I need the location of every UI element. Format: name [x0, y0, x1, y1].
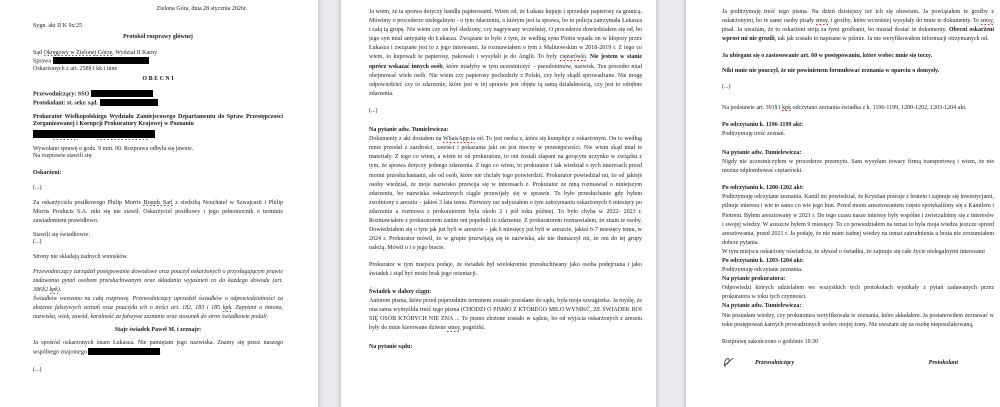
court-text-post: Wydział II Karny	[113, 49, 158, 56]
question-heading-attorney: Na pytanie adw. Tumielewicza:	[722, 149, 802, 156]
answer-paragraph	[369, 135, 642, 253]
call-line: Wywołano sprawę o godz. 9 min. 00. Rozprawa odbyła się jawnie.	[33, 145, 194, 152]
testimony-text-pre: Ja spośród oskarżonych znam Łukasza. Nie pamiętam jego nazwiska. Znamy się przez naszego wspólnego znajomego	[33, 340, 283, 356]
testimony-text: , które miałyby w tym uczestniczyć – pseudonimów, nazwisk. Ten proceder miał obejmować wiele osób. Nie wiem czy papierosy pochodziły z Polski, czy były skądś sprowadzane. Nie mogę odpowiedzieć czy to zdarzenie, które jest w tej sprawie jest objęte tą samą działalnością, czy jest to odrębne zdarzenia.	[369, 63, 642, 97]
auxiliary-prosecutor-paragraph	[33, 199, 283, 226]
testimony-text: .	[585, 54, 590, 61]
answer-text-pre: Dokumenty z akt dostałem na	[369, 136, 444, 143]
omission-mark: (...)	[722, 83, 731, 90]
confirmation-text: pisał. Ja uważam, że to oskarżeni stoją za tymi groźbami, bo musiał dostać te dokumenty.	[722, 27, 949, 34]
accused-line: Oskarżonych z art. 258§1 kk i inne	[33, 65, 118, 72]
witnesses-block	[33, 232, 283, 247]
read-testimony-paragraph	[722, 104, 994, 113]
present-heading: O B E C N I	[142, 76, 174, 83]
redaction-bar	[100, 99, 158, 106]
call-block	[33, 146, 283, 161]
after-reading-heading-2: Po odczytaniu k. 1200-1202 akt:	[722, 185, 804, 192]
after-reading-answer-3: Podtrzymuję odczytane zeznania.	[722, 267, 803, 274]
clerk-line	[33, 99, 283, 108]
omission-mark: (...)	[369, 107, 378, 114]
redaction-bar	[88, 348, 160, 355]
instruction-text-post: . Zapytani o imiona, nazwiska, wiek, zawód, karalność za fałszywe zeznanie oraz stosunek do stron świadkowie podali:	[33, 305, 283, 321]
letter-text-pre: Autorem pisma, które przed poprzednim terminem zostało przesłane do sądu, była moja szwagierka. Ja myślę, że ona sama wymyśliła treść tego pisma (CHODZI O PISMO Z KTÓREGO MILO WYNIKĆ, ZE ŚWIADEK BOI SIĘ OSÓB KTÓRYCH NIE ZNA ... To pismo złożone zostało w sądzie, bo od wyjścia oskarżonych z aresztu były do mnie kierowane dziwne	[369, 297, 642, 331]
appearance-line: Na rozprawie stawili się:	[33, 153, 93, 160]
ruling-text-pre: Przewodniczący zarządził postępowanie dowodowe oraz pouczył oskarżonych o przysługującym prawie zadawania pytań osobom przesłuchiwanym oraz składania wyjaśnień co do każdego dowodu (art. 386§2	[33, 268, 283, 293]
case-label: Sprawa	[33, 58, 53, 65]
prosecutor-note-paragraph: Prokurator w tym miejscu podaje, że świadek był wielokrotnie przesłuchiwany jako osoba podejrzana i jako świadek i stąd być może brak jego orientacji.	[369, 262, 642, 278]
presiding-judge-signature-label: Przewodniczący	[755, 359, 795, 366]
hearing-closed-line: Rozprawę zakończono o godzinie 10.30	[722, 338, 819, 345]
page-2-content	[341, 0, 656, 352]
spellcheck-word: kpk	[222, 305, 232, 312]
court-block	[33, 50, 283, 73]
page-1	[0, 0, 318, 407]
instruction-text-pre: Świadków wezwano na całą rozprawę. Przewodniczący uprzedził świadków o odpowiedzialności za złożenie fałszywych zeznań oraz pouczyła ich o treści art. 182, 183 i 185	[33, 295, 283, 312]
document-title: Protokół rozprawy głównej	[123, 33, 193, 40]
accused-statement-note: W tym miejscu oskarżony oświadcza, że słyszał o świadku, że zajmuje się całe życie nielegalnymi interesami	[722, 248, 985, 255]
court-text-pre: Sąd	[33, 49, 44, 56]
testimony-paragraph	[33, 339, 283, 358]
officials-block	[33, 90, 283, 108]
spellcheck-word: Okręgowy w Zielonej Górze,	[43, 49, 114, 56]
omission-mark: (...)	[33, 367, 42, 374]
signature-mark-icon	[722, 357, 735, 372]
omission-mark: (...)	[33, 184, 42, 191]
spellcheck-word: smsy,	[980, 18, 994, 25]
read-text-pre: Na podstawie art. 391§1	[722, 104, 783, 111]
clerk-signature-label: Protokolant	[928, 359, 958, 366]
spellcheck-word: kpk	[782, 104, 792, 111]
question-heading-prosecutor: Na pytanie prokuratora:	[722, 276, 786, 283]
after-reading-heading-3: Po odczytaniu k. 1203-1204 akt:	[722, 257, 804, 264]
attorney-answer-paragraph: Nigdy nie uczestniczyłem w procederze przemytu. Sam wysyłam towary firmą transportową i wiem, że nie można odplombować ciężarówki.	[722, 159, 994, 175]
pm-text-post: z siedzibą Neuchatel w Szwajcarii i Philip Morris Products S.A. nikt się nie stawił. Oskarżyciel posiłkowy i jego pełnomocnik o terminie zawiadomieni prawidłowo.	[33, 199, 283, 224]
judge-label: Przewodniczący: SSO	[33, 91, 91, 98]
court-line	[33, 50, 283, 57]
redaction-bar	[53, 57, 149, 64]
witness-instruction-paragraph	[33, 295, 283, 322]
after-reading-answer-1: Podtrzymuję treść zeznań.	[722, 130, 786, 137]
page-1-content	[0, 0, 318, 375]
testimony-text: Ja wiem, że ta sprawa dotyczy handlu papierosami. Wiem od, że Łukasz kupuje i sprzedaje papierosy za granicą. Mówimy o procederze nielegalnym - o tym zdarzeniu, o którym jest ta sprawa, bo to policja zatrzymała Łukasza i całą tą grupę. Nie wiem czy on był śledzony, czy nagrywany wcześniej. O procederze dowiedziałem się od, bo jego syn miał antypatię do Łukasza. Związane to było z tym, że według syna Piotra wpada on w kłopoty przez Łukasza i związane jest to z jego interesami. Ja rozmawiałem o tym z Malinowskim w 2018-2019 r. Z tego co wiem, to kupowali te papierosy, pakowali i wysyłali je do Anglii. To były	[369, 9, 642, 61]
confirmation-text: Ja podtrzymuję treść tego pisma. Na dzień dzisiejszy też ich się obawiam. Ja powiązałem te groźby z oskarżonymi, bo te same osoby pisały	[722, 9, 994, 25]
read-text-post: odczytano zeznania świadka z k. 1196-1199, 1200-1202, 1203-1204 akt.	[791, 104, 967, 111]
confirmation-bold-text: Obecni oskarżeni wprost mi nie grozili	[722, 27, 995, 43]
no-instruction-statement: Nikt mnie nie pouczył, że nie powinienem formułować zeznania w oparciu o domysły.	[722, 68, 940, 75]
question-heading-attorney-2: Na pytanie adw. Tumielewicza:	[722, 303, 802, 310]
omission-mark: (...)	[33, 239, 42, 246]
page-2	[341, 0, 656, 407]
letter-confirmation-paragraph	[722, 8, 994, 44]
ruling-text-post: ).	[57, 286, 62, 293]
case-number: Sygn. akt II K 9x/25	[33, 23, 83, 30]
spellcheck-word: smsy,	[447, 324, 461, 331]
redaction-bar	[91, 90, 153, 97]
witness-continues-heading: Świadek w dalszy ciągu:	[369, 288, 432, 295]
spellcheck-squiggle	[97, 139, 149, 141]
accused-heading: Oskarżeni:	[33, 169, 62, 176]
ruling-paragraph	[33, 268, 283, 295]
date-line: Zielona Góra, dnia 28 stycznia 2026r.	[156, 6, 247, 12]
testimony-paragraph	[369, 8, 642, 99]
clerk-label: Protokolant: st. sekr. sąd.	[33, 100, 100, 107]
page-3-content	[686, 0, 1000, 372]
article60-statement: Ja ubiegam się o zastosowanie art. 60 w postępowaniu, które wobec mnie się toczy.	[722, 53, 933, 60]
confirmation-text: , tak jak zostało to napisane w piśmie. Ja nie weryfikowałem informacji otrzymanych od.	[774, 36, 989, 43]
confirmation-text: i groźby, które wcześniej wysyłały do mnie te dokumenty. Te	[829, 18, 981, 25]
case-line	[33, 57, 283, 66]
prosecutor-paragraph: Prokurator Wielkopolskiego Wydziału Zamiejscowego Departamentu do Spraw Przestępczości Zorganizowanej i Korupcji Prokuratury Krajowej w Poznaniu	[33, 113, 283, 128]
question-heading-attorney: Na pytanie adw. Tumielewicza:	[369, 127, 449, 134]
testimony-text-post: .	[160, 349, 162, 356]
signature-row	[722, 359, 994, 372]
judge-line	[33, 90, 283, 99]
witnesses-line: Stawili się świadkowie:	[33, 232, 90, 239]
testimony-bold-text: Nie jestem w stanie oprócz wskazać innych osób	[369, 54, 643, 70]
page-3	[686, 0, 1000, 407]
letter-paragraph	[369, 297, 642, 333]
pm-text-pre: Za oskarżyciela posiłkowego Philip Morris	[33, 199, 144, 206]
spellcheck-word: kpk	[49, 286, 58, 293]
spellcheck-squiggle	[53, 139, 78, 141]
question-heading-court: Na pytanie sądu:	[369, 344, 413, 350]
answer-text-post: od. To jest osoba z, która się kumpluje z oskarżonym. On to według mnie przesłał z zazdrości, zawiści i pokazania jaki on jest mocny w przestępczości. Nie wiem skąd miał te materiały. Z tego co wiem, a wiem to od prokuratora, to oni zostali złapani na gorącym uczynku w związku z tym, że sprawa dotyczy jednego zdarzenia. Z tego co wiem, to prokurator i tak wiedział o tych interesach przed moimi przesłuchaniami, ale od osób, które nie chciały tego potwierdzić. Prokurator powiedział mi, że od jakiejś osoby wiedział, że moje nazwisko przewija się w interesach z. Prokurator ze mną rozmawiał o niniejszym zdarzeniu, bo nazwiska oskarżonych ciągle przewijały się w sprawie. To było przesłuchanie gdy byłem zwolniony z aresztu – jakieś 3 lata temu. Pierwszy raz usłyszałem o tym zatrzymaniu oskarżonych 6 miesięcy po zdarzeniu a rozmowa z prokuratorem była około 2 i pół roku później. To było chyba w 2022- 2023 r. Rozmawiałem z prokuratorem zanim oni popełnili to zdarzenie. Z prokuratorem rozmawiałem, że znam te osoby. Dowiedziałem się o tym jak już byli w areszcie – jak 6 miesięcy już byli w areszcie, jakieś 6-7 miesięcy temu, w 2024 r. Prokurator mówił, że w grupie przewijają się te nazwiska, ale nie tłumaczył mi, że oni do tej grupy należą. Mówił o i o jego bracie.	[369, 136, 642, 252]
spellcheck-word: ciężarówki	[559, 54, 586, 61]
no-motions-line: Strony nie składają żadnych wniosków.	[33, 253, 128, 260]
attorney-answer-paragraph-2: Nie posiadam wiedzy, czy prokuratura weryfikowała te zeznania, które składałem. Ja postanowiłem zeznawać w toku postępowań karnych prowadzonych wobec mojej żony. Nie uważam się za osobę nieposzlakowaną,	[722, 312, 994, 328]
letter-text-post: pogróżki.	[460, 324, 486, 331]
after-reading-answer-2: Podtrzymuję odczytane zeznania. Kamil mi powiedział, że Krystian pracuje z bratem i zajmuje się inwestycjami, pilnuje interesu i wie to samo co wie jego brat. Przed moim aresztowaniem często spotykaliśmy się z Kamilem i Piotrem. Byłem aresztowany w 2021 r. Do tego czasu nasze interesy były wspólne i zwierzaliśmy się z interesów i swojej wiedzy. W areszcie byłem 9 miesięcy. To co powiedziałem na temat to była moja wiedza jeszcze sprzed aresztowania, przed 2021 r. Ja podaję, że nie mam żadnej wiedzy na temat zatrudnienia u brata nie zrozumiałem dobrze pytania.	[722, 194, 994, 246]
prosecutor-answer-paragraph: Odpowiedzi których udzielałem we wszystkich tych protokołach wynikały z pytań zadawanych przez prokuratora w toku tych czynności.	[722, 285, 994, 301]
spellcheck-word: WhatsApp-ia	[443, 136, 476, 143]
redaction-bar-with-spellcheck	[33, 130, 155, 138]
spellcheck-word: smsy,	[815, 18, 830, 25]
after-reading-heading-1: Po odczytaniu k. 1196-1199 akt:	[722, 121, 804, 128]
witness-appears-heading: Staje świadek Paweł M. i zeznaje:	[114, 327, 202, 334]
spellcheck-word: Brands Sarl	[143, 199, 173, 206]
